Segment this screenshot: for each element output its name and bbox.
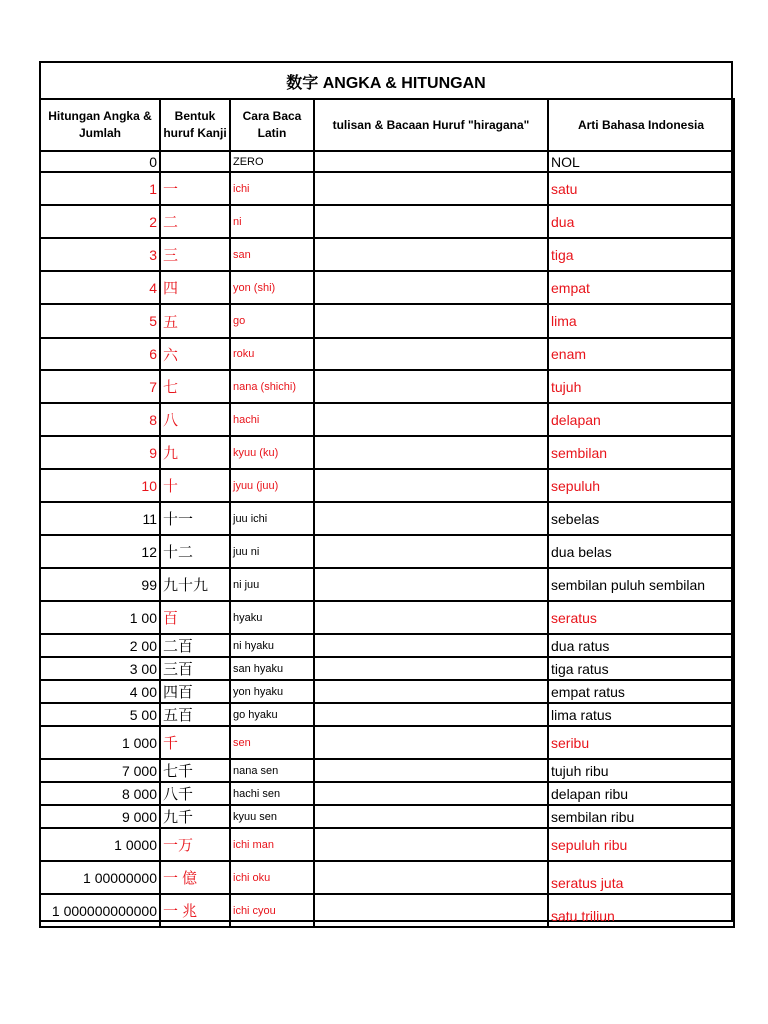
table-row <box>40 205 734 238</box>
cell-num: 1 000 <box>40 726 160 759</box>
table-row <box>40 828 734 861</box>
cell-latin: ichi oku <box>230 861 314 894</box>
cell-arti: empat <box>548 271 734 304</box>
cell-arti: lima <box>548 304 734 338</box>
table-row <box>40 502 734 535</box>
table-row <box>40 151 734 172</box>
cell-hiragana <box>314 894 548 927</box>
cell-latin: ichi <box>230 172 314 205</box>
cell-kanji: 八千 <box>160 782 230 805</box>
cell-num: 0 <box>40 151 160 172</box>
cell-kanji: 十一 <box>160 502 230 535</box>
table-body <box>40 151 734 927</box>
sheet-title: 数字 ANGKA & HITUNGAN <box>286 74 486 92</box>
cell-latin: san hyaku <box>230 657 314 680</box>
cell-latin: nana sen <box>230 759 314 782</box>
cell-num: 3 00 <box>40 657 160 680</box>
table-row <box>40 568 734 601</box>
cell-num: 5 00 <box>40 703 160 726</box>
cell-hiragana <box>314 502 548 535</box>
cell-num: 3 <box>40 238 160 271</box>
cell-kanji: 二 <box>160 205 230 238</box>
cell-kanji: 一 億 <box>160 861 230 894</box>
cell-latin: ni juu <box>230 568 314 601</box>
cell-latin: ichi man <box>230 828 314 861</box>
cell-hiragana <box>314 469 548 502</box>
cell-arti: tujuh <box>548 370 734 403</box>
header-arti: Arti Bahasa Indonesia <box>548 99 734 151</box>
table-row <box>40 759 734 782</box>
cell-latin: ni hyaku <box>230 634 314 657</box>
table-row <box>40 894 734 927</box>
cell-num: 2 <box>40 205 160 238</box>
table-row <box>40 338 734 370</box>
cell-latin: ZERO <box>230 151 314 172</box>
table-row <box>40 172 734 205</box>
cell-arti: sepuluh ribu <box>548 828 734 861</box>
cell-hiragana <box>314 828 548 861</box>
cell-latin: juu ichi <box>230 502 314 535</box>
table-row <box>40 535 734 568</box>
cell-kanji: 十 <box>160 469 230 502</box>
cell-kanji: 七 <box>160 370 230 403</box>
cell-kanji: 五 <box>160 304 230 338</box>
header-hiragana: tulisan & Bacaan Huruf "hiragana" <box>314 99 548 151</box>
cell-num: 99 <box>40 568 160 601</box>
cell-hiragana <box>314 703 548 726</box>
cell-arti: delapan ribu <box>548 782 734 805</box>
cell-hiragana <box>314 861 548 894</box>
cell-hiragana <box>314 726 548 759</box>
cell-latin: roku <box>230 338 314 370</box>
cell-kanji: 十二 <box>160 535 230 568</box>
table-row <box>40 238 734 271</box>
table-row <box>40 805 734 828</box>
cell-arti: seratus juta <box>548 861 734 894</box>
table-row <box>40 657 734 680</box>
header-num: Hitungan Angka & Jumlah <box>40 99 160 151</box>
cell-num: 9 <box>40 436 160 469</box>
cell-kanji: 七千 <box>160 759 230 782</box>
cell-num: 2 00 <box>40 634 160 657</box>
cell-latin: hachi <box>230 403 314 436</box>
table-row <box>40 782 734 805</box>
table-row <box>40 861 734 894</box>
cell-arti: dua ratus <box>548 634 734 657</box>
cell-hiragana <box>314 172 548 205</box>
header-kanji: Bentuk huruf Kanji <box>160 99 230 151</box>
cell-hiragana <box>314 759 548 782</box>
cell-num: 1 <box>40 172 160 205</box>
cell-arti: lima ratus <box>548 703 734 726</box>
table-row <box>40 634 734 657</box>
cell-hiragana <box>314 535 548 568</box>
cell-kanji: 九千 <box>160 805 230 828</box>
cell-latin: juu ni <box>230 535 314 568</box>
cell-hiragana <box>314 271 548 304</box>
cell-arti: NOL <box>548 151 734 172</box>
table-row <box>40 726 734 759</box>
cell-hiragana <box>314 338 548 370</box>
cell-num: 8 <box>40 403 160 436</box>
cell-latin: yon (shi) <box>230 271 314 304</box>
cell-latin: go <box>230 304 314 338</box>
table-row <box>40 304 734 338</box>
cell-latin: sen <box>230 726 314 759</box>
cell-kanji <box>160 151 230 172</box>
table-row <box>40 271 734 304</box>
cell-kanji: 八 <box>160 403 230 436</box>
cell-kanji: 六 <box>160 338 230 370</box>
cell-hiragana <box>314 370 548 403</box>
cell-num: 11 <box>40 502 160 535</box>
cell-kanji: 五百 <box>160 703 230 726</box>
cell-arti: seratus <box>548 601 734 634</box>
number-table <box>39 98 735 928</box>
cell-hiragana <box>314 601 548 634</box>
cell-arti: tiga <box>548 238 734 271</box>
cell-num: 9 000 <box>40 805 160 828</box>
cell-latin: san <box>230 238 314 271</box>
cell-latin: go hyaku <box>230 703 314 726</box>
header-row <box>40 99 734 151</box>
cell-kanji: 九 <box>160 436 230 469</box>
cell-arti: delapan <box>548 403 734 436</box>
cell-arti: sebelas <box>548 502 734 535</box>
cell-latin: yon hyaku <box>230 680 314 703</box>
table-row <box>40 469 734 502</box>
cell-num: 10 <box>40 469 160 502</box>
cell-arti: dua belas <box>548 535 734 568</box>
cell-arti: empat ratus <box>548 680 734 703</box>
cell-kanji: 一 兆 <box>160 894 230 927</box>
cell-kanji: 三百 <box>160 657 230 680</box>
cell-latin: nana (shichi) <box>230 370 314 403</box>
cell-num: 6 <box>40 338 160 370</box>
cell-arti: dua <box>548 205 734 238</box>
cell-kanji: 百 <box>160 601 230 634</box>
table-row <box>40 436 734 469</box>
cell-num: 5 <box>40 304 160 338</box>
table-row <box>40 370 734 403</box>
cell-num: 4 <box>40 271 160 304</box>
cell-num: 1 0000 <box>40 828 160 861</box>
cell-num: 1 000000000000 <box>40 894 160 927</box>
cell-hiragana <box>314 304 548 338</box>
cell-arti: sembilan <box>548 436 734 469</box>
cell-hiragana <box>314 151 548 172</box>
cell-arti: sembilan ribu <box>548 805 734 828</box>
cell-arti: sembilan puluh sembilan <box>548 568 734 601</box>
cell-num: 1 00 <box>40 601 160 634</box>
cell-hiragana <box>314 403 548 436</box>
table-row <box>40 403 734 436</box>
cell-kanji: 四百 <box>160 680 230 703</box>
cell-kanji: 九十九 <box>160 568 230 601</box>
cell-arti: tujuh ribu <box>548 759 734 782</box>
cell-arti: satu triliun <box>548 894 734 927</box>
cell-num: 12 <box>40 535 160 568</box>
cell-latin: hyaku <box>230 601 314 634</box>
cell-arti: seribu <box>548 726 734 759</box>
cell-kanji: 一万 <box>160 828 230 861</box>
cell-hiragana <box>314 568 548 601</box>
cell-num: 8 000 <box>40 782 160 805</box>
cell-kanji: 二百 <box>160 634 230 657</box>
cell-kanji: 一 <box>160 172 230 205</box>
cell-latin: hachi sen <box>230 782 314 805</box>
cell-hiragana <box>314 436 548 469</box>
table-row <box>40 680 734 703</box>
cell-kanji: 三 <box>160 238 230 271</box>
table-row <box>40 601 734 634</box>
cell-arti: tiga ratus <box>548 657 734 680</box>
cell-latin: ichi cyou <box>230 894 314 927</box>
cell-arti: enam <box>548 338 734 370</box>
cell-num: 7 <box>40 370 160 403</box>
cell-kanji: 千 <box>160 726 230 759</box>
spreadsheet-frame <box>39 61 733 922</box>
header-latin: Cara Baca Latin <box>230 99 314 151</box>
cell-latin: kyuu sen <box>230 805 314 828</box>
cell-arti: sepuluh <box>548 469 734 502</box>
cell-hiragana <box>314 782 548 805</box>
cell-latin: ni <box>230 205 314 238</box>
cell-hiragana <box>314 805 548 828</box>
cell-hiragana <box>314 238 548 271</box>
table-row <box>40 703 734 726</box>
cell-num: 7 000 <box>40 759 160 782</box>
cell-hiragana <box>314 680 548 703</box>
cell-hiragana <box>314 657 548 680</box>
cell-arti: satu <box>548 172 734 205</box>
cell-hiragana <box>314 634 548 657</box>
cell-num: 4 00 <box>40 680 160 703</box>
cell-latin: jyuu (juu) <box>230 469 314 502</box>
cell-kanji: 四 <box>160 271 230 304</box>
cell-num: 1 00000000 <box>40 861 160 894</box>
cell-latin: kyuu (ku) <box>230 436 314 469</box>
cell-hiragana <box>314 205 548 238</box>
